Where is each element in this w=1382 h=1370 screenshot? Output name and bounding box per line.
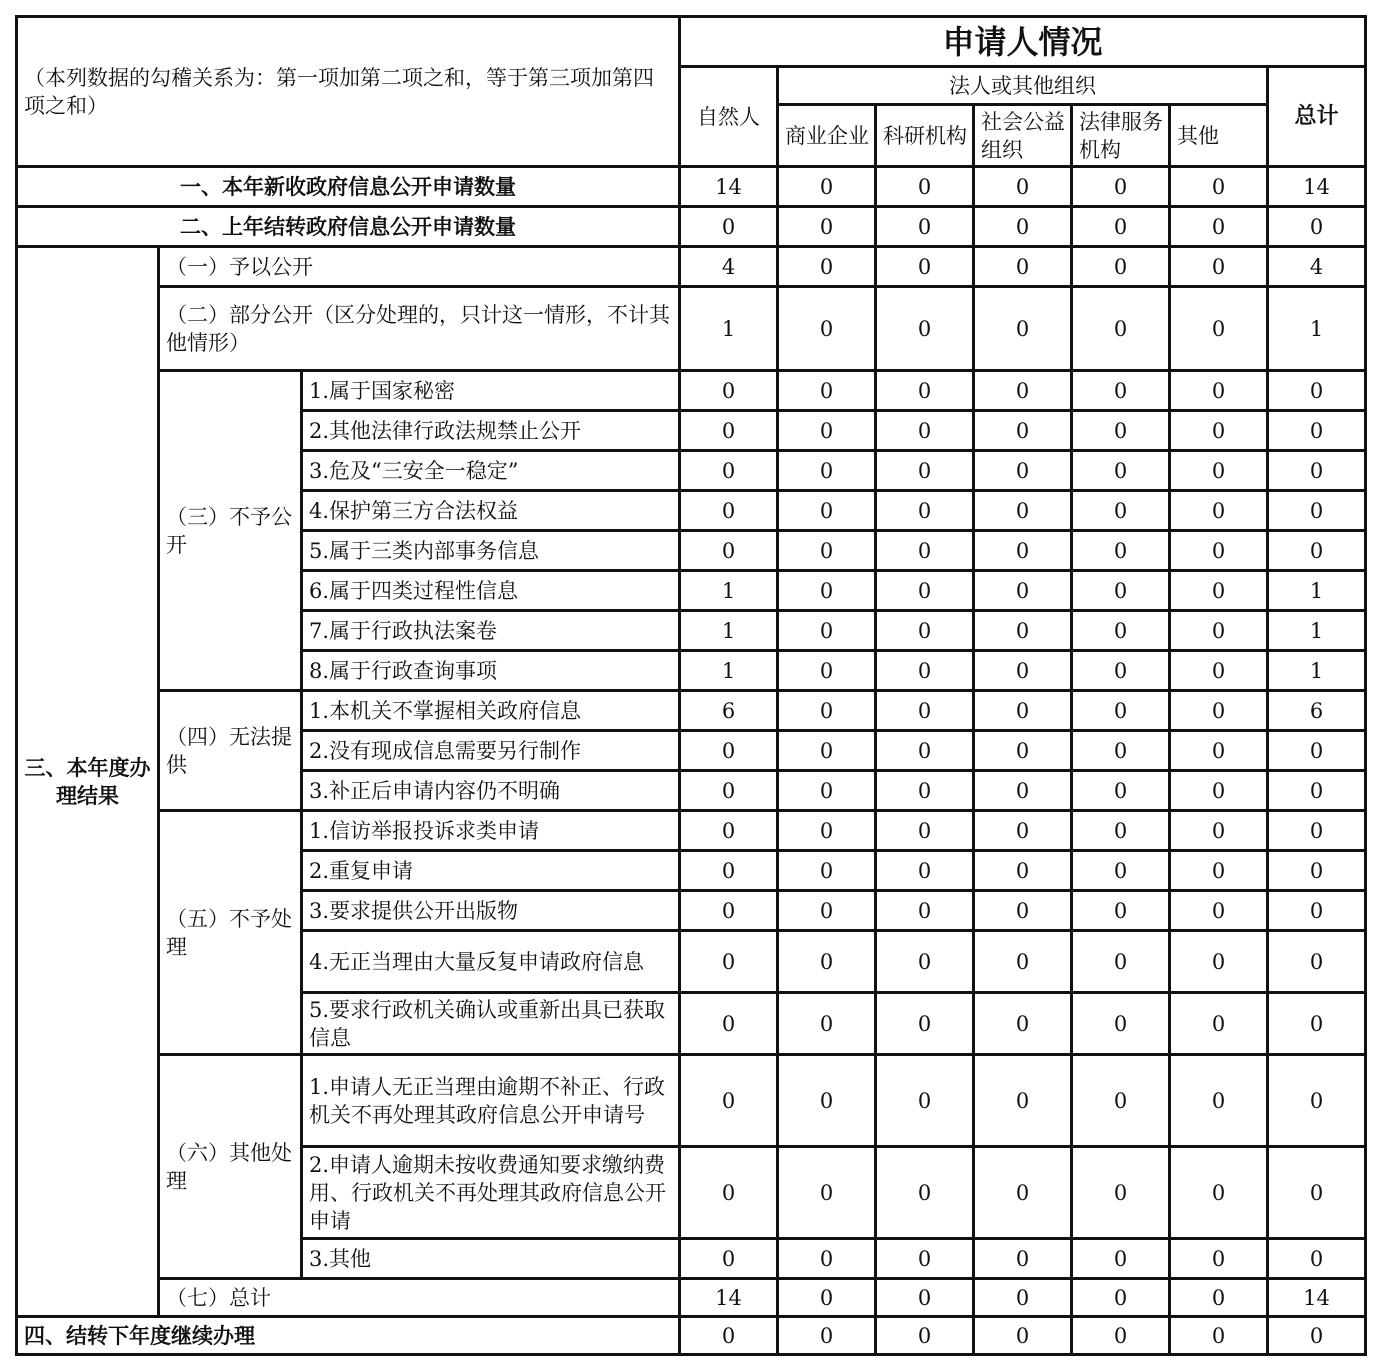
group-7-value: 0 — [876, 1279, 974, 1317]
g3-item-value: 0 — [1072, 371, 1170, 411]
g3-item-value: 0 — [680, 411, 778, 451]
g3-item-value: 0 — [1170, 451, 1268, 491]
g3-item-value: 0 — [1268, 491, 1366, 531]
g3-item-value: 0 — [1170, 491, 1268, 531]
g5-item-value: 0 — [974, 811, 1072, 851]
g5-item-value: 0 — [1268, 993, 1366, 1055]
g5-item-label: 3.要求提供公开出版物 — [302, 891, 680, 931]
g4-item-value: 0 — [680, 771, 778, 811]
group-7-value: 0 — [974, 1279, 1072, 1317]
section-2-value: 0 — [1072, 207, 1170, 247]
g3-item-value: 0 — [876, 611, 974, 651]
g5-item-value: 0 — [974, 993, 1072, 1055]
g5-item-value: 0 — [680, 891, 778, 931]
g4-item-label: 1.本机关不掌握相关政府信息 — [302, 691, 680, 731]
g3-item-label: 1.属于国家秘密 — [302, 371, 680, 411]
g3-item-value: 0 — [1170, 411, 1268, 451]
g3-item-value: 1 — [680, 611, 778, 651]
g3-item-value: 1 — [1268, 651, 1366, 691]
g3-item-label: 6.属于四类过程性信息 — [302, 571, 680, 611]
section-4-value: 0 — [974, 1317, 1072, 1355]
g4-item-value: 6 — [1268, 691, 1366, 731]
section-4-value: 0 — [778, 1317, 876, 1355]
group-2-row — [17, 287, 1366, 371]
g5-item-value: 0 — [974, 891, 1072, 931]
g6-item-value: 0 — [1268, 1239, 1366, 1279]
g3-item-label: 3.危及“三安全一稳定” — [302, 451, 680, 491]
group-1-value: 0 — [778, 247, 876, 287]
g5-item-value: 0 — [876, 851, 974, 891]
g3-item-value: 0 — [1072, 491, 1170, 531]
gov-info-disclosure-table — [15, 15, 1367, 1356]
g4-item-value: 0 — [1170, 731, 1268, 771]
g3-item-value: 0 — [778, 491, 876, 531]
g3-item-value: 0 — [1072, 611, 1170, 651]
group-7-value: 0 — [778, 1279, 876, 1317]
g6-item-row — [17, 1055, 1366, 1147]
section-2-value: 0 — [1170, 207, 1268, 247]
g4-item-value: 0 — [778, 771, 876, 811]
g3-item-value: 0 — [974, 491, 1072, 531]
g3-item-value: 0 — [876, 651, 974, 691]
g4-item-value: 0 — [1072, 691, 1170, 731]
g3-item-value: 0 — [876, 491, 974, 531]
g3-item-value: 0 — [876, 411, 974, 451]
g5-item-label: 4.无正当理由大量反复申请政府信息 — [302, 931, 680, 993]
g3-item-value: 0 — [876, 451, 974, 491]
g3-item-value: 0 — [974, 451, 1072, 491]
g6-item-value: 0 — [1072, 1147, 1170, 1239]
g3-item-value: 0 — [1072, 571, 1170, 611]
g3-item-value: 0 — [1072, 451, 1170, 491]
g3-item-value: 0 — [778, 651, 876, 691]
section-2-label: 二、上年结转政府信息公开申请数量 — [17, 207, 680, 247]
g5-item-value: 0 — [1072, 811, 1170, 851]
g3-item-value: 0 — [1170, 571, 1268, 611]
g3-item-value: 0 — [778, 371, 876, 411]
g4-item-value: 0 — [1268, 731, 1366, 771]
g6-item-value: 0 — [1072, 1055, 1170, 1147]
g5-item-value: 0 — [974, 851, 1072, 891]
section-4-value: 0 — [1170, 1317, 1268, 1355]
group-1-value: 0 — [1072, 247, 1170, 287]
group-2-value: 0 — [1170, 287, 1268, 371]
g5-item-value: 0 — [1170, 811, 1268, 851]
group-2-value: 1 — [1268, 287, 1366, 371]
section-4-value: 0 — [876, 1317, 974, 1355]
group-2-value: 0 — [876, 287, 974, 371]
g3-item-value: 0 — [1170, 531, 1268, 571]
g5-item-value: 0 — [876, 811, 974, 851]
g3-item-row — [17, 371, 1366, 411]
g3-item-value: 0 — [1072, 651, 1170, 691]
g4-item-value: 0 — [876, 691, 974, 731]
g3-item-value: 0 — [778, 531, 876, 571]
g6-item-value: 0 — [680, 1147, 778, 1239]
g3-item-value: 0 — [974, 571, 1072, 611]
section-4-value: 0 — [1268, 1317, 1366, 1355]
section-1-value: 14 — [1268, 167, 1366, 207]
g5-item-value: 0 — [1072, 931, 1170, 993]
section-1-value: 0 — [974, 167, 1072, 207]
col-legal-group: 法人或其他组织 — [778, 67, 1268, 105]
section-1-value: 0 — [1072, 167, 1170, 207]
g5-item-row — [17, 811, 1366, 851]
group-1-value: 4 — [680, 247, 778, 287]
g4-item-value: 6 — [680, 691, 778, 731]
g3-item-value: 0 — [1072, 531, 1170, 571]
g5-item-value: 0 — [1170, 931, 1268, 993]
g4-item-value: 0 — [778, 731, 876, 771]
g3-item-value: 0 — [680, 491, 778, 531]
g3-item-value: 0 — [1170, 611, 1268, 651]
g5-item-value: 0 — [1170, 891, 1268, 931]
g5-item-value: 0 — [1072, 993, 1170, 1055]
g3-item-label: 7.属于行政执法案卷 — [302, 611, 680, 651]
g3-label: （三）不予公开 — [159, 371, 302, 691]
section-1-value: 0 — [1170, 167, 1268, 207]
g3-item-value: 0 — [1268, 531, 1366, 571]
g6-item-label: 1.申请人无正当理由逾期不补正、行政机关不再处理其政府信息公开申请号 — [302, 1055, 680, 1147]
g4-item-value: 0 — [974, 771, 1072, 811]
g3-item-value: 0 — [1170, 651, 1268, 691]
section-4-value: 0 — [1072, 1317, 1170, 1355]
g3-item-value: 0 — [974, 531, 1072, 571]
col-public-welfare: 社会公益组织 — [974, 105, 1072, 167]
g3-item-value: 0 — [876, 371, 974, 411]
section-3-label: 三、本年度办理结果 — [17, 247, 159, 1317]
g3-item-value: 0 — [876, 571, 974, 611]
group-7-value: 0 — [1170, 1279, 1268, 1317]
g3-item-value: 0 — [974, 371, 1072, 411]
g5-item-value: 0 — [778, 993, 876, 1055]
g5-item-value: 0 — [778, 891, 876, 931]
g5-item-value: 0 — [778, 811, 876, 851]
g3-item-value: 0 — [974, 651, 1072, 691]
g4-item-value: 0 — [974, 731, 1072, 771]
group-7-value: 14 — [680, 1279, 778, 1317]
g3-item-label: 5.属于三类内部事务信息 — [302, 531, 680, 571]
g3-item-value: 0 — [778, 571, 876, 611]
g4-item-value: 0 — [778, 691, 876, 731]
group-1-row — [17, 247, 1366, 287]
g6-item-value: 0 — [778, 1147, 876, 1239]
g3-item-value: 1 — [680, 571, 778, 611]
g5-item-label: 2.重复申请 — [302, 851, 680, 891]
g6-item-label: 3.其他 — [302, 1239, 680, 1279]
g3-item-value: 0 — [680, 531, 778, 571]
g6-item-value: 0 — [1170, 1055, 1268, 1147]
g5-item-value: 0 — [778, 931, 876, 993]
g6-item-value: 0 — [974, 1239, 1072, 1279]
g4-item-value: 0 — [1170, 771, 1268, 811]
g6-item-value: 0 — [1170, 1239, 1268, 1279]
group-1-label: （一）予以公开 — [159, 247, 680, 287]
g3-item-value: 0 — [974, 411, 1072, 451]
table-body — [17, 17, 1366, 1355]
group-2-value: 0 — [1072, 287, 1170, 371]
g6-item-label: 2.申请人逾期未按收费通知要求缴纳费用、行政机关不再处理其政府信息公开申请 — [302, 1147, 680, 1239]
g5-item-label: 1.信访举报投诉求类申请 — [302, 811, 680, 851]
g5-item-value: 0 — [1170, 993, 1268, 1055]
g6-item-value: 0 — [778, 1055, 876, 1147]
g5-item-value: 0 — [680, 811, 778, 851]
g5-item-value: 0 — [876, 931, 974, 993]
g5-item-value: 0 — [1072, 891, 1170, 931]
section-1-value: 0 — [876, 167, 974, 207]
g6-item-value: 0 — [1072, 1239, 1170, 1279]
g5-item-value: 0 — [1072, 851, 1170, 891]
g3-item-value: 0 — [1268, 451, 1366, 491]
section-1-row — [17, 167, 1366, 207]
g5-item-value: 0 — [1268, 931, 1366, 993]
section-4-row — [17, 1317, 1366, 1355]
g6-label: （六）其他处理 — [159, 1055, 302, 1279]
section-2-value: 0 — [778, 207, 876, 247]
col-research: 科研机构 — [876, 105, 974, 167]
g4-item-row — [17, 691, 1366, 731]
g4-item-value: 0 — [680, 731, 778, 771]
g3-item-value: 1 — [1268, 571, 1366, 611]
g3-item-value: 0 — [680, 371, 778, 411]
group-1-value: 0 — [1170, 247, 1268, 287]
section-1-label: 一、本年新收政府信息公开申请数量 — [17, 167, 680, 207]
col-total: 总计 — [1268, 67, 1366, 167]
group-2-value: 0 — [778, 287, 876, 371]
section-2-row — [17, 207, 1366, 247]
section-2-value: 0 — [876, 207, 974, 247]
g4-label: （四）无法提供 — [159, 691, 302, 811]
group-7-label: （七）总计 — [159, 1279, 680, 1317]
g5-item-value: 0 — [1268, 851, 1366, 891]
g6-item-value: 0 — [876, 1055, 974, 1147]
g4-item-value: 0 — [1072, 771, 1170, 811]
g3-item-value: 0 — [876, 531, 974, 571]
col-commercial: 商业企业 — [778, 105, 876, 167]
applicant-title: 申请人情况 — [680, 17, 1366, 67]
section-1-value: 0 — [778, 167, 876, 207]
group-2-value: 0 — [974, 287, 1072, 371]
g3-item-value: 0 — [1170, 371, 1268, 411]
g6-item-value: 0 — [876, 1147, 974, 1239]
g4-item-value: 0 — [974, 691, 1072, 731]
g4-item-value: 0 — [876, 771, 974, 811]
g5-item-value: 0 — [680, 851, 778, 891]
group-2-label: （二）部分公开（区分处理的，只计这一情形，不计其他情形） — [159, 287, 680, 371]
group-2-value: 1 — [680, 287, 778, 371]
g6-item-value: 0 — [974, 1147, 1072, 1239]
g3-item-value: 0 — [974, 611, 1072, 651]
section-2-value: 0 — [680, 207, 778, 247]
g6-item-value: 0 — [778, 1239, 876, 1279]
g5-item-value: 0 — [876, 993, 974, 1055]
section-1-value: 14 — [680, 167, 778, 207]
g5-item-value: 0 — [1170, 851, 1268, 891]
g3-item-value: 0 — [778, 451, 876, 491]
g3-item-value: 0 — [778, 611, 876, 651]
g5-item-value: 0 — [680, 993, 778, 1055]
g6-item-value: 0 — [876, 1239, 974, 1279]
section-4-value: 0 — [680, 1317, 778, 1355]
group-7-value: 0 — [1072, 1279, 1170, 1317]
g3-item-value: 1 — [1268, 611, 1366, 651]
g6-item-value: 0 — [1268, 1147, 1366, 1239]
group-7-row — [17, 1279, 1366, 1317]
section-2-value: 0 — [1268, 207, 1366, 247]
g3-item-label: 2.其他法律行政法规禁止公开 — [302, 411, 680, 451]
g5-item-value: 0 — [778, 851, 876, 891]
g6-item-value: 0 — [680, 1055, 778, 1147]
col-natural-person: 自然人 — [680, 67, 778, 167]
table-note: （本列数据的勾稽关系为：第一项加第二项之和，等于第三项加第四项之和） — [17, 17, 680, 167]
g3-item-value: 0 — [680, 451, 778, 491]
g3-item-value: 0 — [1268, 371, 1366, 411]
section-2-value: 0 — [974, 207, 1072, 247]
g3-item-value: 0 — [778, 411, 876, 451]
g3-item-value: 0 — [1072, 411, 1170, 451]
g3-item-label: 4.保护第三方合法权益 — [302, 491, 680, 531]
g6-item-value: 0 — [680, 1239, 778, 1279]
col-legal-service: 法律服务机构 — [1072, 105, 1170, 167]
g4-item-value: 0 — [1072, 731, 1170, 771]
g4-item-label: 3.补正后申请内容仍不明确 — [302, 771, 680, 811]
group-1-value: 4 — [1268, 247, 1366, 287]
g5-item-value: 0 — [876, 891, 974, 931]
g3-item-value: 1 — [680, 651, 778, 691]
g6-item-value: 0 — [1170, 1147, 1268, 1239]
g6-item-value: 0 — [974, 1055, 1072, 1147]
section-4-label: 四、结转下年度继续办理 — [17, 1317, 680, 1355]
group-1-value: 0 — [876, 247, 974, 287]
col-other: 其他 — [1170, 105, 1268, 167]
g4-item-label: 2.没有现成信息需要另行制作 — [302, 731, 680, 771]
g4-item-value: 0 — [876, 731, 974, 771]
g4-item-value: 0 — [1170, 691, 1268, 731]
g4-item-value: 0 — [1268, 771, 1366, 811]
g5-item-value: 0 — [1268, 891, 1366, 931]
g5-item-value: 0 — [974, 931, 1072, 993]
g5-item-label: 5.要求行政机关确认或重新出具已获取信息 — [302, 993, 680, 1055]
g3-item-label: 8.属于行政查询事项 — [302, 651, 680, 691]
group-1-value: 0 — [974, 247, 1072, 287]
g6-item-value: 0 — [1268, 1055, 1366, 1147]
g5-item-value: 0 — [680, 931, 778, 993]
group-7-value: 14 — [1268, 1279, 1366, 1317]
g5-item-value: 0 — [1268, 811, 1366, 851]
header-row-1 — [17, 17, 1366, 67]
g3-item-value: 0 — [1268, 411, 1366, 451]
g5-label: （五）不予处理 — [159, 811, 302, 1055]
